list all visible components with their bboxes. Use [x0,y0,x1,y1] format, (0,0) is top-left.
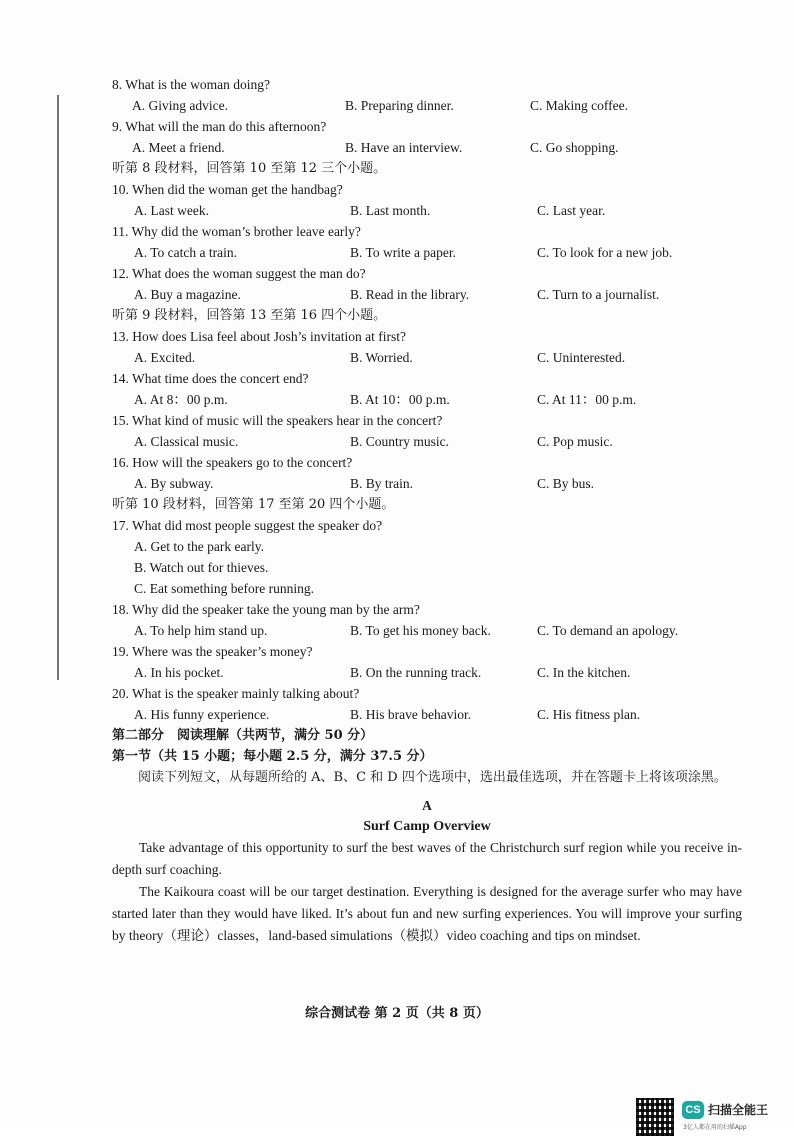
question-19: 19. Where was the speaker’s money? [112,644,313,659]
passage-letter: A [422,798,432,813]
option-b: B. Watch out for thieves. [134,560,269,575]
option-c: C. Turn to a journalist. [537,287,660,302]
option-c: C. Last year. [537,203,606,218]
option-a: A. Giving advice. [132,98,228,113]
question-11: 11. Why did the woman’s brother leave early? [112,224,361,239]
option-c: C. In the kitchen. [537,665,631,680]
option-b: B. By train. [350,476,413,491]
option-c: C. His fitness plan. [537,707,641,722]
question-11-options [112,242,742,263]
question-14-options [112,389,742,410]
scanner-app-tagline: 3亿人都在用的扫描App [683,1124,747,1131]
option-c: C. Go shopping. [530,140,619,155]
question-16-options [112,473,742,494]
question-15-options [112,431,742,452]
option-a: A. Get to the park early. [134,539,264,554]
question-12: 12. What does the woman suggest the man do? [112,266,366,281]
option-b: B. Have an interview. [345,140,463,155]
question-10-options [112,200,742,221]
option-a: A. By subway. [134,476,214,491]
reading-instruction: 阅读下列短文，从每题所给的 A、B、C 和 D 四个选项中，选出最佳选项，并在答题卡上将该项涂黑。 [138,770,727,785]
qr-code-icon [636,1098,674,1136]
option-c: C. To demand an apology. [537,623,679,638]
option-a: A. In his pocket. [134,665,224,680]
section-8-instruction: 听第 8 段材料，回答第 10 至第 12 三个小题。 [112,161,387,176]
option-a: A. Last week. [134,203,209,218]
question-10: 10. When did the woman get the handbag? [112,182,343,197]
option-c: C. To look for a new job. [537,245,673,260]
option-c: C. Making coffee. [530,98,628,113]
option-b: B. To write a paper. [350,245,457,260]
question-15: 15. What kind of music will the speakers hear in the concert? [112,413,443,428]
section-10-instruction: 听第 10 段材料，回答第 17 至第 20 四个小题。 [112,497,395,512]
option-b: B. Country music. [350,434,450,449]
part-2-section-1-heading: 第一节（共 15 小题；每小题 2.5 分，满分 37.5 分） [112,749,433,764]
passage-paragraph-1: Take advantage of this opportunity to surf the best waves of the Christchurch surf region while you receive in-depth surf coaching. [112,840,742,877]
part-2-heading: 第二部分 阅读理解（共两节，满分 50 分） [112,728,374,743]
scanner-app-name: 扫描全能王 [708,1103,769,1117]
option-b: B. His brave behavior. [350,707,472,722]
option-a: A. At 8：00 p.m. [134,392,228,407]
question-13-options [112,347,742,368]
option-a: A. Excited. [134,350,196,365]
question-9: 9. What will the man do this afternoon? [112,119,327,134]
option-b: B. On the running track. [350,665,482,680]
option-b: B. Last month. [350,203,431,218]
binding-margin-line [57,95,59,680]
question-9-options [112,137,742,158]
option-c: C. Uninterested. [537,350,626,365]
page-footer: 综合测试卷 第 2 页（共 8 页） [305,1006,489,1021]
question-12-options [112,284,742,305]
passage-paragraph-2: The Kaikoura coast will be our target destination. Everything is designed for the average surfer who may have started later than they would have liked. It’s about fun and new surfing experiences. You will improve your surfing by theory（理论）classes，land-based simulations（模拟）video coaching and tips on mindset. [112,884,742,943]
option-c: C. At 11：00 p.m. [537,392,637,407]
section-9-instruction: 听第 9 段材料，回答第 13 至第 16 四个小题。 [112,308,387,323]
question-19-options [112,662,742,683]
question-17: 17. What did most people suggest the speaker do? [112,518,383,533]
question-16: 16. How will the speakers go to the concert? [112,455,353,470]
option-a: A. Classical music. [134,434,239,449]
option-b: B. Read in the library. [350,287,470,302]
option-b: B. Preparing dinner. [345,98,454,113]
question-8: 8. What is the woman doing? [112,77,270,92]
option-b: B. Worried. [350,350,413,365]
camscanner-logo-icon: CS [682,1101,704,1119]
option-a: A. To help him stand up. [134,623,268,638]
option-c: C. Pop music. [537,434,613,449]
option-c: C. By bus. [537,476,595,491]
passage-title: Surf Camp Overview [363,819,491,834]
question-18-options [112,620,742,641]
option-a: A. To catch a train. [134,245,238,260]
option-c: C. Eat something before running. [134,581,314,596]
question-14: 14. What time does the concert end? [112,371,309,386]
option-b: B. At 10：00 p.m. [350,392,450,407]
page-content [112,74,742,947]
question-20: 20. What is the speaker mainly talking about? [112,686,360,701]
question-8-options [112,95,742,116]
option-a: A. His funny experience. [134,707,270,722]
option-a: A. Buy a magazine. [134,287,241,302]
option-a: A. Meet a friend. [132,140,225,155]
question-20-options [112,704,742,725]
option-b: B. To get his money back. [350,623,491,638]
question-13: 13. How does Lisa feel about Josh’s invitation at first? [112,329,406,344]
question-18: 18. Why did the speaker take the young man by the arm? [112,602,420,617]
